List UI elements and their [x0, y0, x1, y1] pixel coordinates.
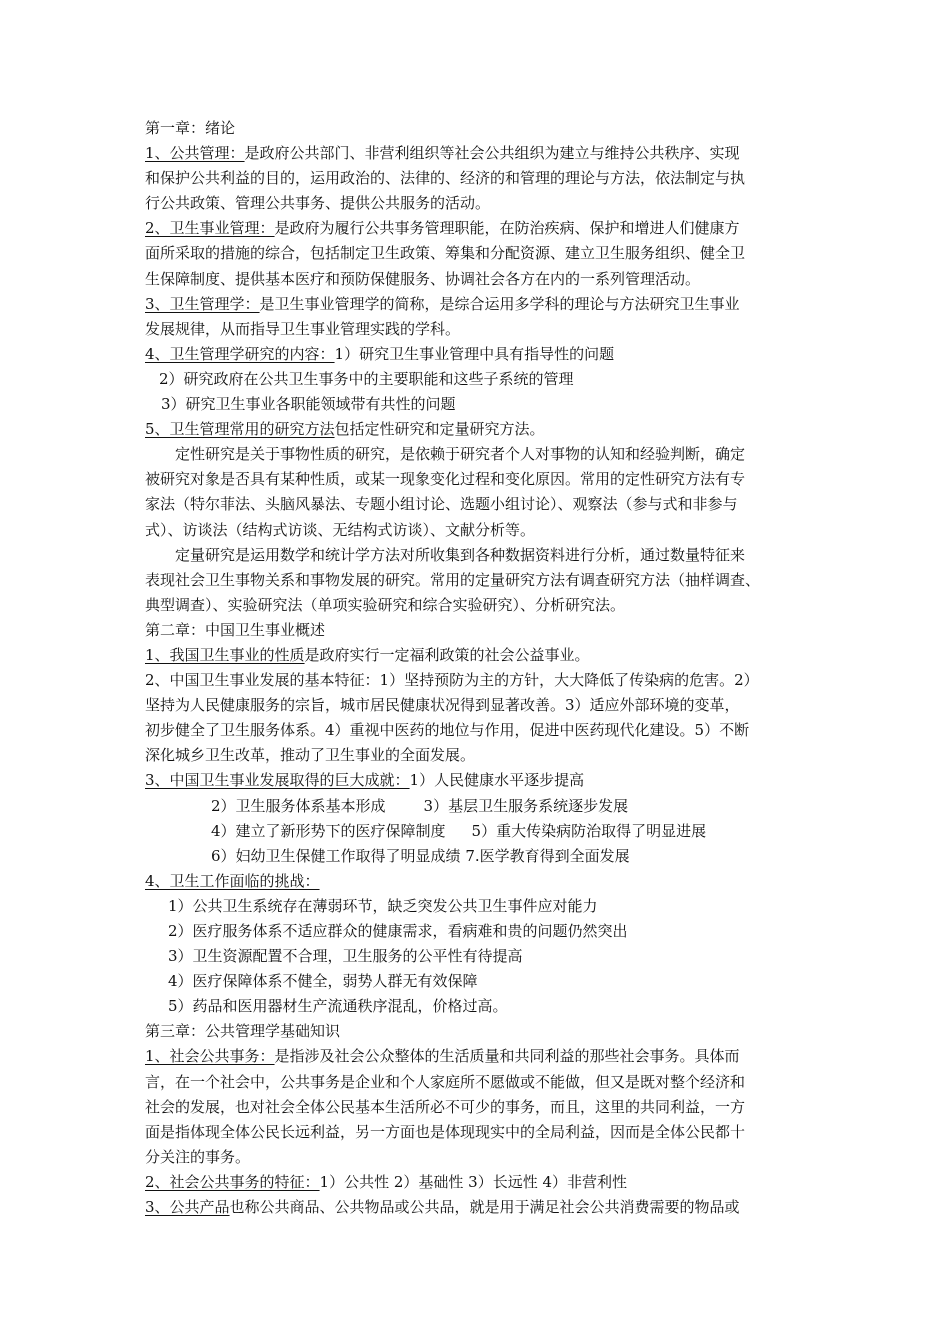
- def-1-line-2: 和保护公共利益的目的，运用政治的、法律的、经济的和管理的理论与方法，依法制定与执: [145, 169, 746, 188]
- ch2-p3-term: 3、中国卫生事业发展取得的巨大成就：: [145, 771, 410, 790]
- ch2-p4-item-2: 2）医疗服务体系不适应群众的健康需求，看病难和贵的问题仍然突出: [168, 922, 628, 940]
- ch2-p4-item-3: 3）卫生资源配置不合理，卫生服务的公平性有待提高: [168, 947, 523, 966]
- def-4-item-3: 3）研究卫生事业各职能领域带有共性的问题: [161, 395, 456, 414]
- def-3-term: 3、卫生管理学：: [145, 294, 260, 313]
- ch2-p1-term: 1、我国卫生事业的性质: [145, 645, 305, 664]
- ch2-p3-item-6: 6）妇幼卫生保健工作取得了明显成绩 7.医学教育得到全面发展: [211, 846, 630, 865]
- def-4-item-2: 2）研究政府在公共卫生事务中的主要职能和这些子系统的管理: [159, 369, 574, 388]
- chapter-2-title: 第二章：中国卫生事业概述: [145, 620, 326, 639]
- chapter-1-title: 第一章：绪论: [145, 119, 236, 137]
- def-4-line-1: [145, 342, 813, 367]
- ch3-p1-text: 是指涉及社会公众整体的生活质量和共同利益的那些社会事务。具体而: [274, 1047, 740, 1066]
- ch3-p3-term: 3、公共产品: [145, 1198, 230, 1217]
- ch2-p2-line-2: 坚持为人民健康服务的宗旨，城市居民健康状况得到显著改善。3）适应外部环境的变革，: [145, 696, 740, 715]
- quantitative-para-line-1: 定量研究是运用数学和统计学方法对所收集到各种数据资料进行分析，通过数量特征来: [175, 545, 746, 564]
- ch2-p3-line-1: [145, 768, 813, 793]
- ch2-p3-item-1: 1）人民健康水平逐步提高: [409, 771, 585, 790]
- chapter-3-title: 第三章：公共管理学基础知识: [145, 1022, 341, 1041]
- ch2-p2-line-4: 深化城乡卫生改革，推动了卫生事业的全面发展。: [145, 746, 476, 765]
- document-page: [145, 116, 813, 1220]
- qualitative-para-line-4: 式）、访谈法（结构式访谈、无结构式访谈）、文献分析等。: [145, 520, 536, 539]
- ch2-p3-item-5: 5）重大传染病防治取得了明显进展: [471, 821, 707, 840]
- ch3-p3-line: [145, 1195, 813, 1220]
- ch3-p1-line-1: [145, 1044, 813, 1069]
- ch3-p1-line-3: 社会的发展，也对社会全体公民基本生活所必不可少的事务，而且，这里的共同利益，一方: [145, 1097, 746, 1116]
- def-1-term: 1、公共管理：: [145, 144, 245, 163]
- ch2-p2-line-1: 2、中国卫生事业发展的基本特征：1）坚持预防为主的方针，大大降低了传染病的危害。2）: [145, 671, 759, 690]
- ch3-p2-term: 2、社会公共事务的特征：: [145, 1172, 320, 1191]
- def-2-term: 2、卫生事业管理：: [145, 219, 275, 238]
- def-2-line-3: 生保障制度、提供基本医疗和预防保健服务、协调社会各方在内的一系列管理活动。: [145, 269, 701, 288]
- def-4-item-1: 1）研究卫生事业管理中具有指导性的问题: [334, 344, 615, 363]
- ch3-p3-text: 也称公共商品、公共物品或公共品，就是用于满足社会公共消费需要的物品或: [229, 1198, 740, 1217]
- ch3-p1-line-2: 言，在一个社会中，公共事务是企业和个人家庭所不愿做或不能做，但又是既对整个经济和: [145, 1072, 746, 1091]
- def-3-line-1: [145, 292, 813, 317]
- def-5-line-1: [145, 417, 813, 442]
- ch2-p4-item-1: 1）公共卫生系统存在薄弱环节，缺乏突发公共卫生事件应对能力: [168, 896, 598, 915]
- ch2-p3-item-2: 2）卫生服务体系基本形成: [211, 796, 386, 815]
- ch2-p1-text: 是政府实行一定福利政策的社会公益事业。: [304, 645, 590, 664]
- ch2-p3-line-3: [145, 819, 813, 844]
- ch3-p1-line-4: 面是指体现全体公民长远利益，另一方面也是体现现实中的全局利益，因而是全体公民都十: [145, 1122, 746, 1141]
- def-3-line-2: 发展规律，从而指导卫生事业管理实践的学科。: [145, 319, 461, 338]
- ch2-p3-item-3: 3）基层卫生服务系统逐步发展: [423, 796, 629, 815]
- qualitative-para-line-3: 家法（特尔菲法、头脑风暴法、专题小组讨论、选题小组讨论）、观察法（参与式和非参与: [145, 495, 738, 514]
- quantitative-para-line-2: 表现社会卫生事物关系和事物发展的研究。常用的定量研究方法有调查研究方法（抽样调查、: [145, 570, 761, 589]
- def-2-line-1: [145, 216, 813, 241]
- ch2-p3-line-2: [145, 794, 813, 819]
- ch3-p2-line: [145, 1170, 813, 1195]
- def-3-text: 是卫生事业管理学的简称，是综合运用多学科的理论与方法研究卫生事业: [259, 294, 740, 313]
- def-5-text: 包括定性研究和定量研究方法。: [334, 420, 545, 439]
- qualitative-para-line-2: 被研究对象是否具有某种性质，或某一现象变化过程和变化原因。常用的定性研究方法有专: [145, 470, 746, 489]
- ch3-p2-text: 1）公共性 2）基础性 3）长远性 4）非营利性: [319, 1172, 628, 1191]
- ch2-p4-line-1: [145, 869, 813, 894]
- ch3-p1-term: 1、社会公共事务：: [145, 1047, 275, 1066]
- ch2-p2-line-3: 初步健全了卫生服务体系。4）重视中医药的地位与作用，促进中医药现代化建设。5）不断: [145, 721, 750, 740]
- ch2-p4-term: 4、卫生工作面临的挑战：: [145, 871, 320, 890]
- ch2-p4-item-5: 5）药品和医用器材生产流通秩序混乱，价格过高。: [168, 997, 508, 1016]
- def-5-term: 5、卫生管理常用的研究方法: [145, 420, 335, 439]
- def-1-line-3: 行公共政策、管理公共事务、提供公共服务的活动。: [145, 194, 491, 213]
- ch2-p4-item-4: 4）医疗保障体系不健全，弱势人群无有效保障: [168, 972, 478, 991]
- def-1-text: 是政府公共部门、非营利组织等社会公共组织为建立与维持公共秩序、实现: [244, 144, 740, 163]
- def-1-line-1: [145, 141, 813, 166]
- ch2-p1-line: [145, 643, 813, 668]
- ch2-p3-item-4: 4）建立了新形势下的医疗保障制度: [211, 821, 446, 840]
- quantitative-para-line-3: 典型调查）、实验研究法（单项实验研究和综合实验研究）、分析研究法。: [145, 595, 626, 614]
- def-2-line-2: 面所采取的措施的综合，包括制定卫生政策、筹集和分配资源、建立卫生服务组织、健全卫: [145, 244, 746, 263]
- ch3-p1-line-5: 分关注的事务。: [145, 1147, 251, 1166]
- def-4-term: 4、卫生管理学研究的内容：: [145, 344, 335, 363]
- def-2-text: 是政府为履行公共事务管理职能，在防治疾病、保护和增进人们健康方: [274, 219, 740, 238]
- qualitative-para-line-1: 定性研究是关于事物性质的研究，是依赖于研究者个人对事物的认知和经验判断，确定: [175, 445, 746, 464]
